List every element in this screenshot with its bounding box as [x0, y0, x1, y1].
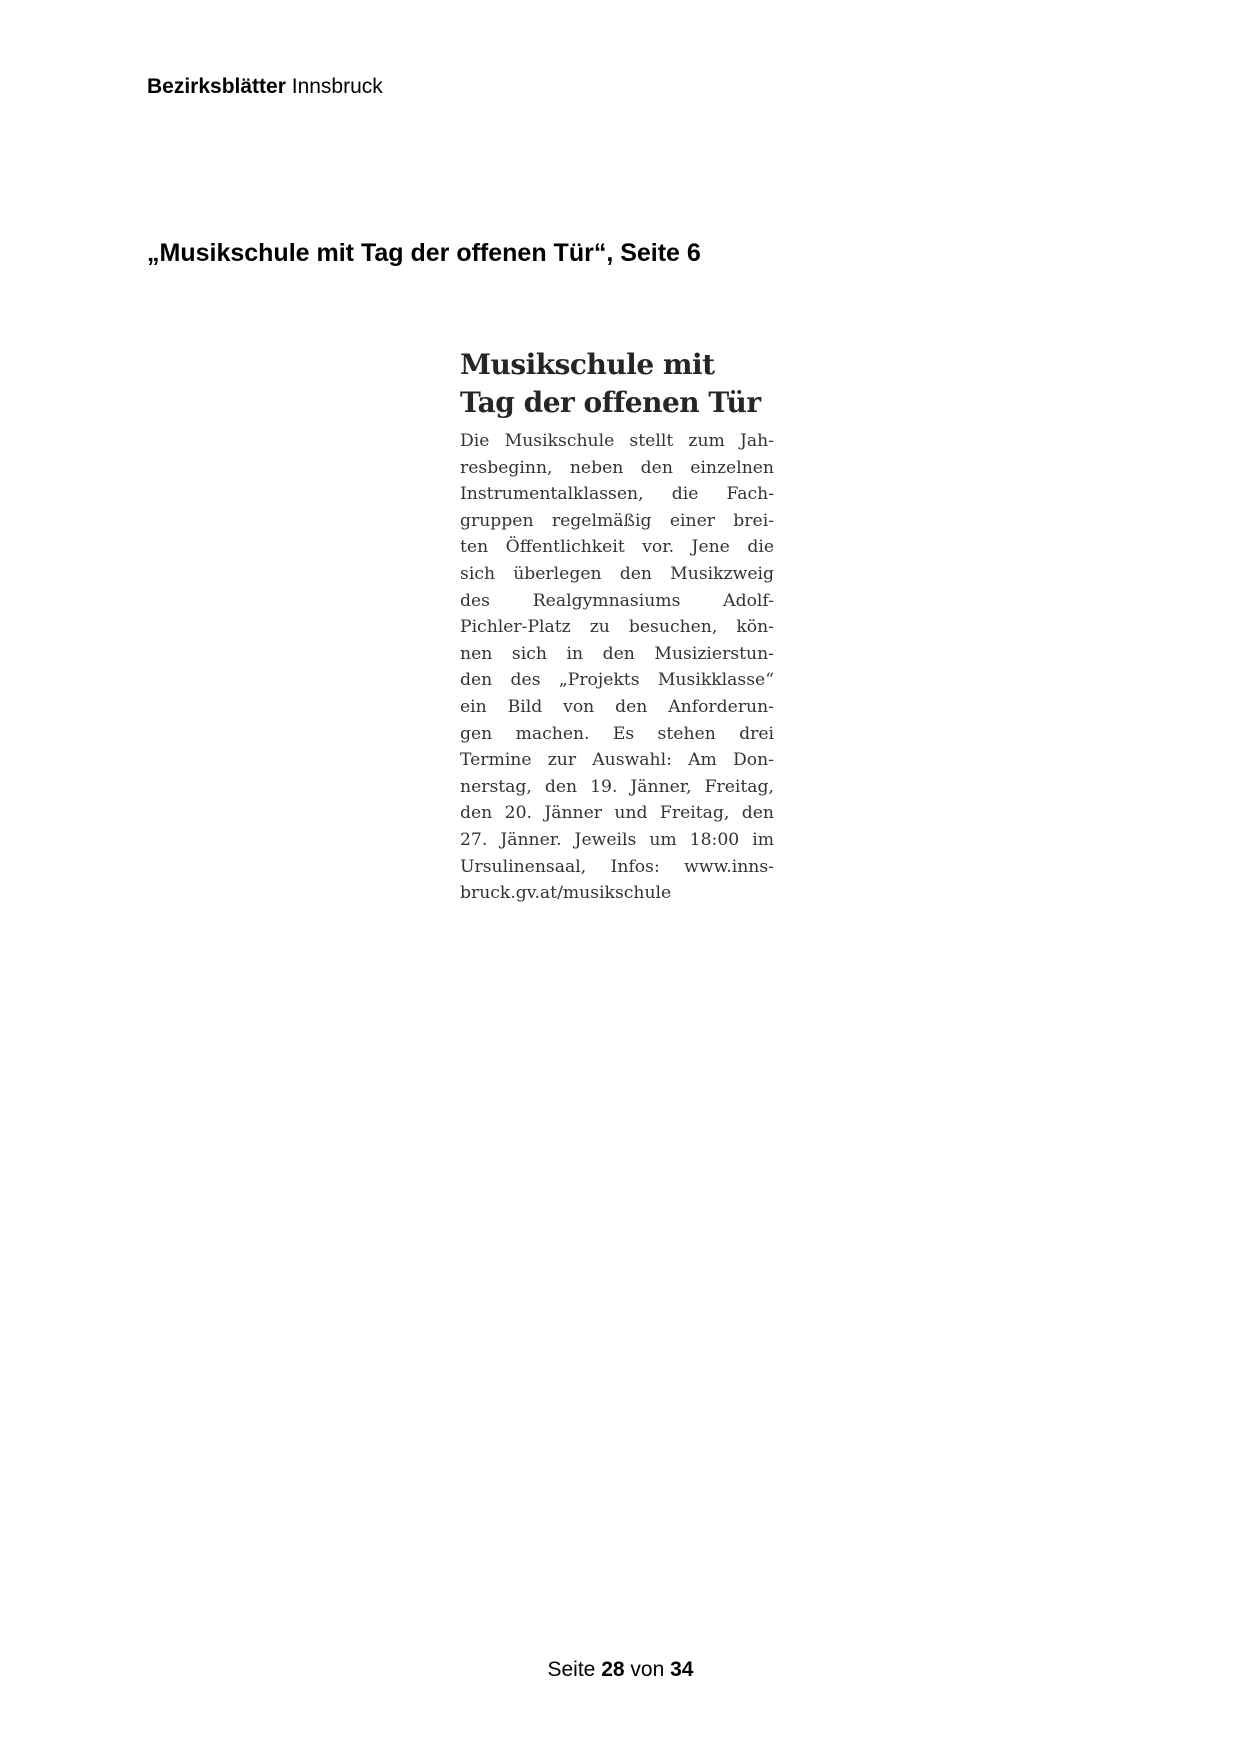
- clipping-body-line: nerstag, den 19. Jänner, Freitag,: [460, 776, 774, 797]
- clipping-body-line: ein Bild von den Anforderun-: [460, 696, 774, 717]
- footer-current-page: 28: [601, 1658, 625, 1681]
- footer-total-pages: 34: [670, 1658, 694, 1681]
- clipping-body-line: den des „Projekts Musikklasse“: [460, 670, 774, 691]
- clipping-body-line: Termine zur Auswahl: Am Don-: [460, 750, 774, 771]
- clipping-headline-line: Musikschule mit: [460, 348, 715, 381]
- page-footer: [0, 1657, 1241, 1683]
- clipping-body-line: ten Öffentlichkeit vor. Jene die: [460, 537, 774, 558]
- document-title: „Musikschule mit Tag der offenen Tür“, Seite 6: [147, 239, 701, 267]
- footer-prefix: Seite: [547, 1658, 596, 1681]
- clipping-headline-line: Tag der offenen Tür: [460, 386, 761, 419]
- clipping-body-line: Ursulinensaal, Infos: www.inns-: [460, 856, 774, 877]
- clipping-body-line: Pichler-Platz zu besuchen, kön-: [460, 617, 774, 638]
- header-location: Innsbruck: [291, 75, 383, 98]
- clipping-body-line: Die Musikschule stellt zum Jah-: [460, 431, 774, 451]
- clipping-body-line: 27. Jänner. Jeweils um 18:00 im: [460, 829, 774, 850]
- clipping-body-line: Instrumentalklassen, die Fach-: [460, 484, 774, 505]
- newspaper-clipping: [460, 346, 774, 907]
- clipping-body-line: den 20. Jänner und Freitag, den: [460, 803, 774, 824]
- page-header: [147, 74, 383, 100]
- clipping-body-line: des Realgymnasiums Adolf-: [460, 590, 774, 611]
- clipping-body-line: nen sich in den Musizierstun-: [460, 643, 774, 664]
- header-brand: Bezirksblätter: [147, 75, 286, 98]
- footer-separator: von: [630, 1658, 665, 1681]
- clipping-headline: [460, 346, 774, 422]
- clipping-body-line: resbeginn, neben den einzelnen: [460, 457, 774, 478]
- clipping-body-line: gen machen. Es stehen drei: [460, 723, 774, 744]
- clipping-body-line: bruck.gv.at/musikschule: [460, 883, 672, 904]
- clipping-body: [460, 428, 774, 907]
- clipping-body-line: sich überlegen den Musikzweig: [460, 563, 774, 584]
- clipping-body-line: gruppen regelmäßig einer brei-: [460, 510, 774, 531]
